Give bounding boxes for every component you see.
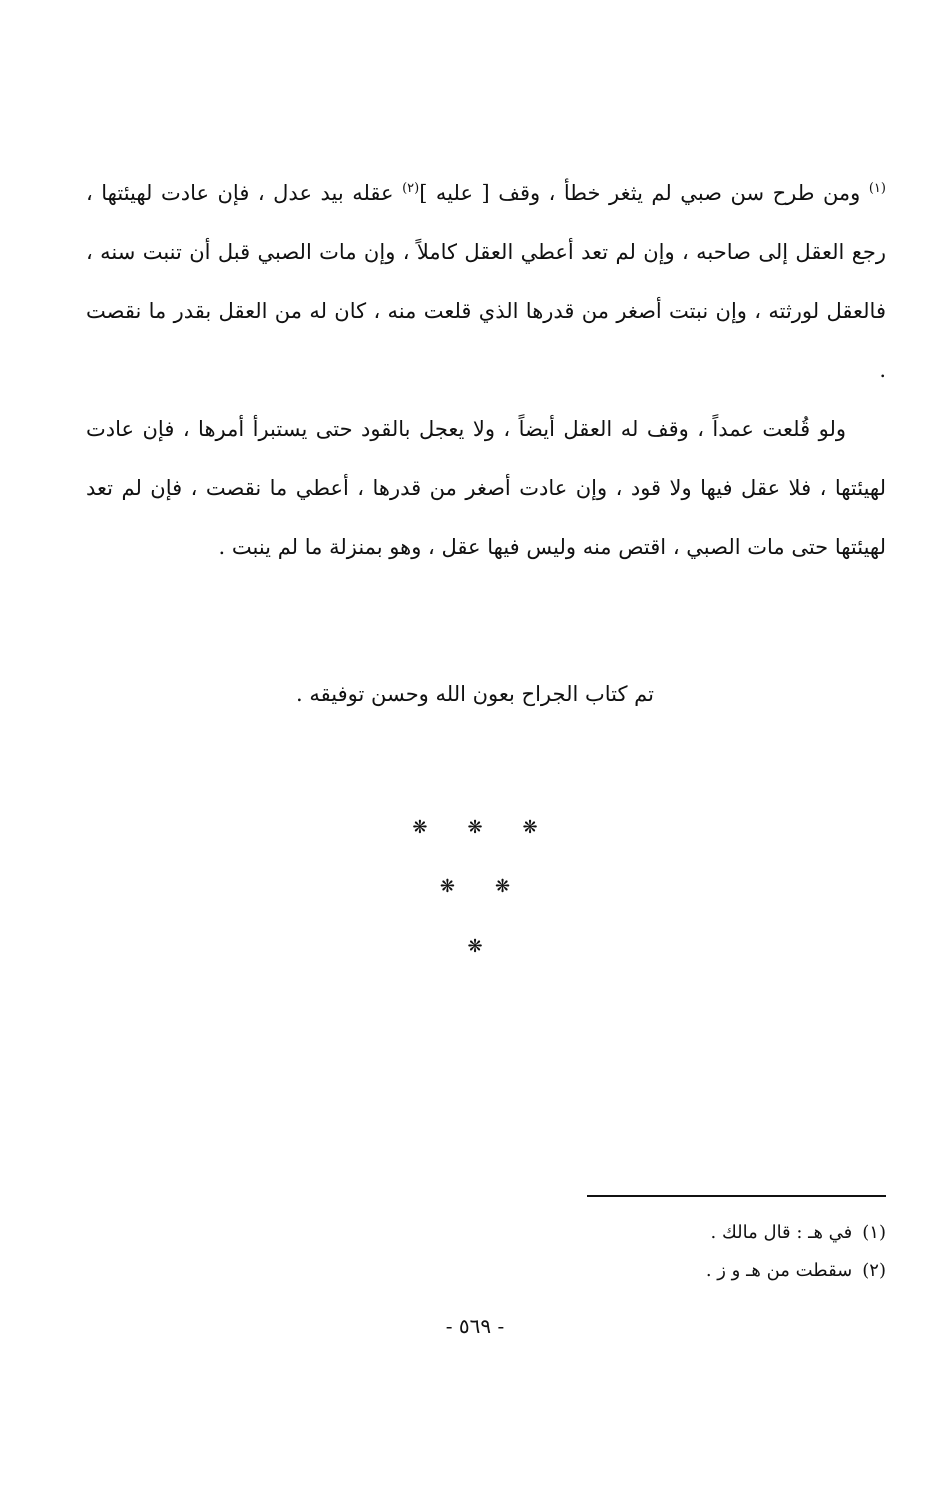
main-text <box>86 164 886 577</box>
paragraph-1 <box>86 164 886 400</box>
paragraph-1-text-a: ومن طرح سن صبي لم يثغر خطأ ، وقف [ عليه ] <box>419 181 861 205</box>
footnote-1-text: في هـ : قال مالك . <box>710 1222 853 1243</box>
asterisk-icon: ❋ <box>495 876 511 897</box>
footnote-2-number: (٢) <box>862 1260 886 1281</box>
footnote-ref-1[interactable]: (١) <box>868 181 886 196</box>
ornament-row-3 <box>0 936 950 957</box>
footnote-divider <box>587 1195 886 1197</box>
asterisk-icon: ❋ <box>412 817 428 838</box>
footnote-1 <box>486 1214 886 1252</box>
footnote-2 <box>486 1252 886 1290</box>
asterisk-icon: ❋ <box>522 817 538 838</box>
closing-line: تم كتاب الجراح بعون الله وحسن توفيقه . <box>296 682 654 706</box>
paragraph-2 <box>86 400 886 577</box>
asterisk-icon: ❋ <box>467 817 483 838</box>
ornament-row-2 <box>0 876 950 897</box>
paragraph-1-text-b: عقله بيد عدل ، فإن عادت لهيئتها ، رجع العقل إلى صاحبه ، وإن لم تعد أعطي العقل كاملاً ، وإن مات الصبي قبل أن تنبت سنه ، فالعقل لورثته ، وإن نبتت أصغر من قدرها الذي قلعت منه ، كان له من العقل بقدر ما نقصت . <box>86 181 886 382</box>
page-number: - ٥٦٩ - <box>445 1314 505 1338</box>
footnote-ref-2[interactable]: (٢) <box>402 181 420 196</box>
footnotes <box>486 1214 886 1290</box>
asterisk-icon: ❋ <box>467 936 483 957</box>
footnote-1-number: (١) <box>862 1222 886 1243</box>
footnote-2-text: سقطت من هـ و ز . <box>705 1260 853 1281</box>
asterisk-icon: ❋ <box>439 876 455 897</box>
ornament-row-1 <box>0 817 950 838</box>
paragraph-2-text: ولو قُلعت عمداً ، وقف له العقل أيضاً ، ولا يعجل بالقود حتى يستبرأ أمرها ، فإن عادت لهيئتها ، فلا عقل فيها ولا قود ، وإن عادت أصغر من قدرها ، أعطي ما نقصت ، فإن لم تعد لهيئتها حتى مات الصبي ، اقتص منه وليس فيها عقل ، وهو بمنزلة ما لم ينبت . <box>86 417 886 559</box>
